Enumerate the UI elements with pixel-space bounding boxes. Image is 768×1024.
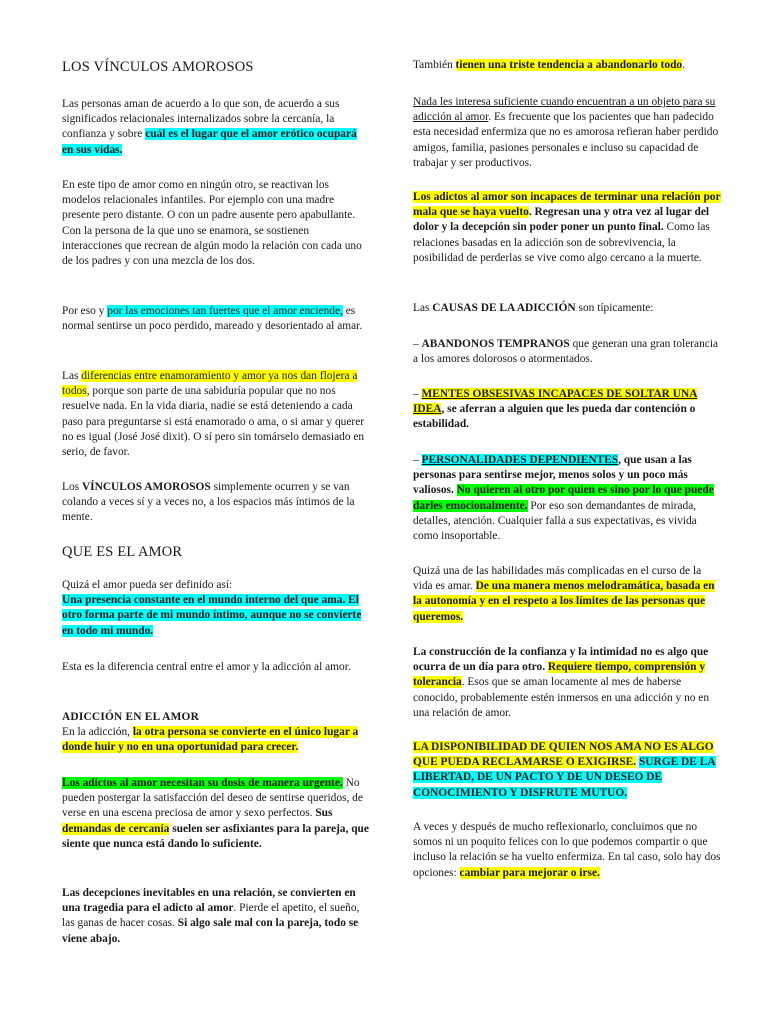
text-run: Como las relaciones basadas en la adicción son de sobrevivencia, la posibilidad de perderlas se vive como algo cercano a la muerte. — [413, 221, 710, 264]
highlighted-text: No quieren al otro por quien es sino por lo que puede darles emocionalmente. — [413, 484, 714, 512]
paragraph-vinculos-ocurren — [62, 480, 370, 526]
bold-text: La construcción de la confianza y la intimidad no es algo que ocurra de un día para otro. — [413, 646, 709, 674]
text-run: Por eso son demandantes de mirada, detalles, atención. Cualquier falla a sus expectativas, es vivida como insoportable. — [413, 499, 697, 543]
paragraph-nada-les-interesa — [413, 95, 721, 171]
highlighted-text: diferencias entre enamoramiento y amor ya nos dan flojera a todos — [62, 370, 358, 398]
highlighted-text: Los adictos al amor necesitan su dosis de manera urgente. — [62, 777, 343, 789]
highlighted-text: cambiar para mejorar o irse. — [459, 866, 600, 879]
paragraph-confianza-intimidad — [413, 645, 721, 721]
text-run: Las — [413, 302, 433, 314]
highlighted-text: cuál es el lugar que el amor erótico ocupará en sus vidas. — [62, 128, 357, 156]
bold-text: CAUSAS DE LA ADICCIÓN — [432, 302, 576, 314]
list-item-mentes-obsesivas — [413, 387, 721, 433]
text-run: También — [413, 59, 456, 71]
paragraph-emociones-fuertes — [62, 304, 370, 334]
text-run: . Es frecuente que los pacientes que han padecido esta necesidad enfermiza que no es amorosa refieran haber perdido amigos, familia, pasiones personales e incluso su capacidad de trabajar y ser productivos. — [413, 111, 719, 169]
bold-text: Si algo sale mal con la pareja, todo se viene abajo. — [62, 917, 359, 945]
highlighted-text: PERSONALIDADES DEPENDIENTES — [421, 454, 619, 466]
paragraph-definicion-amor — [62, 578, 370, 639]
heading-adiccion-en-el-amor: ADICCIÓN EN EL AMOR — [62, 711, 200, 723]
paragraph-incapaces-terminar — [413, 190, 721, 266]
paragraph-abandonarlo-todo — [413, 58, 721, 73]
paragraph-enamoramiento-amor — [62, 369, 370, 460]
text-run: es normal sentirse un poco perdido, mareado y desorientado al amar. — [62, 305, 363, 333]
paragraph-disponibilidad-libertad — [413, 740, 721, 801]
text-run: A veces y después de mucho reflexionarlo, concluimos que no somos ni un poquito felices con lo que podemos compartir o que incluso la relación se ha vuelto enfermiza. En tal caso, solo hay dos opciones: — [413, 821, 721, 879]
text-run: Quizá una de las habilidades más complicadas en el curso de la vida es amar. — [413, 565, 702, 593]
text-run: simplemente ocurren y se van colando a veces sí y a veces no, a los espacios más íntimos de la mente. — [62, 481, 355, 524]
bold-text: , se aferran a alguien que les pueda dar contención o estabilidad. — [413, 403, 696, 431]
bold-text: Las decepciones inevitables en una relación, se convierten en una tragedia para el adicto al amor — [62, 887, 356, 915]
paragraph-decepciones — [62, 886, 370, 947]
paragraph-dosis-urgente — [62, 776, 370, 852]
paragraph-modelos-infantiles — [62, 178, 370, 269]
text-run: Los — [62, 481, 82, 493]
list-item-personalidades-dependientes — [413, 453, 721, 544]
text-run: . — [682, 59, 685, 71]
text-run: No pueden postergar la satisfacción del deseo de sentirse queridos, de verse en una escena preciosa de amor y sexo perfectos. — [62, 777, 363, 820]
text-run: Por eso y — [62, 305, 108, 317]
text-run: , porque son parte de una sabiduría popular que no nos resuelve nada. En la vida diaria, nadie se está deteniendo a cada paso para preguntarse si está enamorado o ama, o si amar y querer no es igual (José José dixit). O sí pero sin tomárselo demasiado en serio, de favor. — [62, 385, 365, 459]
bold-text: suelen ser asfixiantes para la pareja, que siente que nunca está dando lo suficiente. — [62, 822, 369, 850]
paragraph-diferencia-central — [62, 660, 370, 675]
bold-text: VÍNCULOS AMOROSOS — [81, 481, 211, 493]
heading-que-es-el-amor: QUE ES EL AMOR — [62, 544, 183, 560]
text-run: En la adicción, — [62, 726, 133, 738]
text-run: Esta es la diferencia central entre el amor y la adicción al amor. — [62, 661, 351, 673]
paragraph-aman-segun-son — [62, 97, 370, 158]
highlighted-text: Los adictos al amor son incapaces de terminar una relación por mala que se haya vuelto — [413, 191, 721, 219]
text-run: Quizá el amor pueda ser definido así: — [62, 579, 233, 591]
highlighted-text: MENTES OBSESIVAS INCAPACES DE SOLTAR UNA IDEA — [413, 388, 698, 416]
paragraph-causas-adiccion — [413, 301, 721, 316]
highlighted-text: De una manera menos melodramática, basada en la autonomía y en el respeto a los límites de las personas que queremos. — [413, 580, 715, 623]
text-run: – — [413, 338, 422, 350]
paragraph-dos-opciones — [413, 820, 721, 881]
text-run: son típicamente: — [575, 302, 654, 314]
bold-text: ABANDONOS TEMPRANOS — [421, 338, 570, 350]
highlighted-text: por las emociones tan fuertes que el amor enciende, — [107, 305, 343, 317]
bold-text: . Regresan una y otra vez al lugar del dolor y la decepción sin poder poner un punto final. — [413, 206, 710, 234]
text-run: . Esos que se aman locamente al mes de haberse conocido, probablemente estén inmersos en una adicción y no en una relación de amor. — [413, 676, 710, 719]
text-run: En este tipo de amor como en ningún otro, se reactivan los modelos relacionales infantiles. Por ejemplo con una madre presente pero distante. O con un padre ausente pero apabullante. Con la persona de la que uno se enamora, se sostienen interacciones que recrean de algún modo la relación con cada uno de los padres y con una mezcla de los dos. — [62, 179, 362, 268]
text-run: que generan una gran tolerancia a los amores dolorosos o atormentados. — [413, 338, 719, 366]
highlighted-text: la otra persona se convierte en el único lugar a donde huir y no en una oportunidad para crecer. — [62, 726, 359, 754]
text-run: – — [413, 454, 422, 466]
highlighted-text: tienen una triste tendencia a abandonarlo todo — [455, 59, 683, 71]
text-run: . Pierde el apetito, el sueño, las ganas de hacer cosas. — [62, 902, 360, 930]
bold-text: , que usan a las personas para sentirse mejor, menos solos y un poco más valiosos. — [413, 454, 692, 497]
text-run: Las — [62, 370, 82, 382]
text-run: Las personas aman de acuerdo a lo que son, de acuerdo a sus significados relacionales internalizados sobre la cercanía, la confianza y sobre — [62, 98, 340, 141]
list-item-abandonos-tempranos — [413, 337, 721, 367]
paragraph-habilidades-complicadas — [413, 564, 721, 625]
highlighted-text: demandas de cercanía — [62, 822, 170, 835]
text-run: – — [413, 388, 422, 400]
bold-text: Sus — [315, 807, 333, 820]
highlighted-text: Una presencia constante en el mundo interno del que ama. El otro forma parte de mi mundo íntimo, aunque no se convierte en todo mi mundo. — [62, 594, 362, 637]
highlighted-text: Requiere tiempo, comprensión y tolerancia — [413, 661, 706, 689]
text-run: Nada les interesa suficiente cuando encuentran a un objeto para su adicción al amor — [413, 96, 716, 124]
paragraph-en-la-adiccion — [62, 725, 370, 755]
highlighted-text: LA DISPONIBILIDAD DE QUIEN NOS AMA NO ES ALGO QUE PUEDA RECLAMARSE O EXIGIRSE. — [413, 741, 714, 769]
heading-vinculos-amorosos: LOS VÍNCULOS AMOROSOS — [62, 59, 254, 75]
highlighted-text: SURGE DE LA LIBERTAD, DE UN PACTO Y DE UN DESEO DE CONOCIMIENTO Y DISFRUTE MUTUO. — [413, 756, 716, 799]
